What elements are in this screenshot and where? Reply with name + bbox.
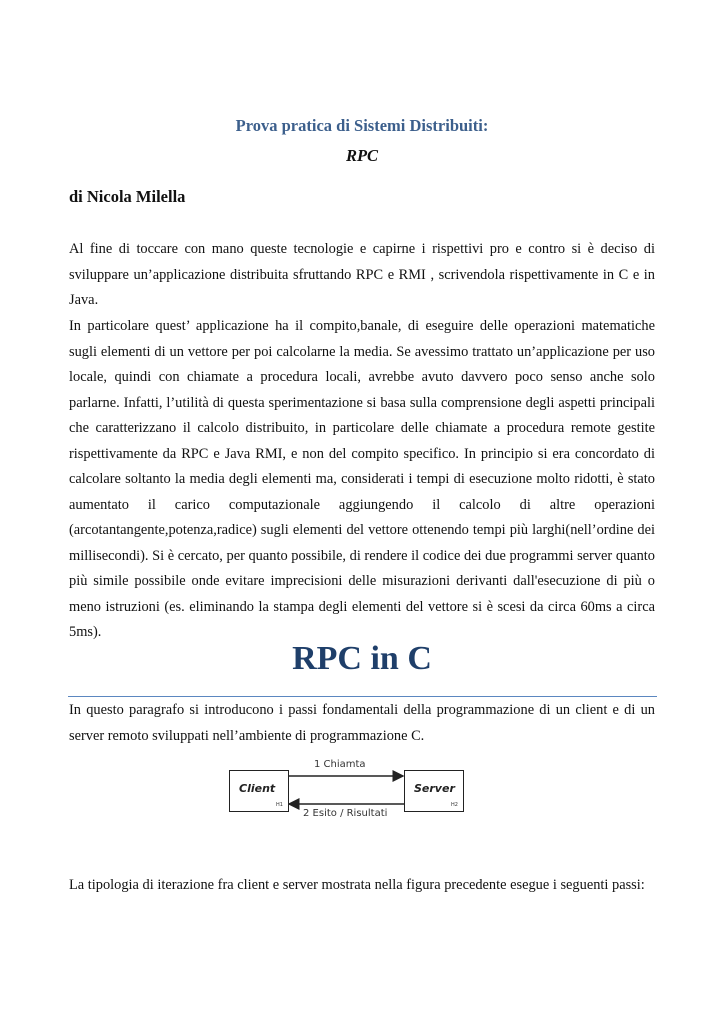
call-arrow-label: 1 Chiamta xyxy=(314,759,366,770)
server-box xyxy=(404,770,464,812)
client-box xyxy=(229,770,289,812)
server-label: Server xyxy=(414,782,455,795)
section-heading: RPC in C xyxy=(292,640,432,677)
client-server-diagram xyxy=(227,756,467,826)
document-title: Prova pratica di Sistemi Distribuiti: xyxy=(235,116,489,135)
result-arrow-label: 2 Esito / Risultati xyxy=(303,808,388,819)
client-host-label: H1 xyxy=(276,802,283,808)
document-subtitle: RPC xyxy=(345,146,379,165)
paragraph-details: In particolare quest’ applicazione ha il compito,banale, di eseguire delle operazioni matematiche sugli elementi di un vettore per poi calcolarne la media. Se avessimo trattato un’applicazione per uso locale, quindi con chiamate a procedura locali, avrebbe avuto davvero poco senso anche solo parlarne. Infatti, l’utilità di questa sperimentazione si basa sulla comprensione degli aspetti principali che caratterizzano il calcolo distribuito, in particolare delle chiamate a procedura remote gestite rispettivamente da RPC e Java RMI, e non del compito specifico. In principio si era concordato di calcolare soltanto la media degli elementi ma, considerati i tempi di esecuzione molto ridotti, è stato aumentato il carico computazionale aggiungendo il calcolo di altre operazioni (arcotantangente,potenza,radice) sugli elementi del vettore ottenendo tempi più larghi(nell’ordine dei millisecondi). Si è cercato, per quanto possibile, di rendere il codice dei due programmi server quanto più simile possibile onde evitare imprecisioni delle misurazioni derivanti dall'esecuzione di più o meno istruzioni (es. eliminando la stampa degli elementi del vettore si è scesi da circa 60ms a circa 5ms). xyxy=(69,318,655,640)
client-label: Client xyxy=(239,782,276,795)
paragraph-section-intro: In questo paragrafo si introducono i passi fondamentali della programmazione di un client e di un server remoto sviluppati nell’ambiente di programmazione C. xyxy=(69,702,655,744)
paragraph-intro: Al fine di toccare con mano queste tecnologie e capirne i rispettivi pro e contro si è deciso di sviluppare un’applicazione distribuita sfruttando RPC e RMI , scrivendola rispettivamente in C e in Java. xyxy=(69,241,655,308)
author-line: di Nicola Milella xyxy=(69,187,186,206)
server-host-label: H2 xyxy=(451,802,458,808)
heading-underline xyxy=(68,696,657,697)
paragraph-steps-intro: La tipologia di iterazione fra client e server mostrata nella figura precedente esegue i seguenti passi: xyxy=(69,877,645,893)
